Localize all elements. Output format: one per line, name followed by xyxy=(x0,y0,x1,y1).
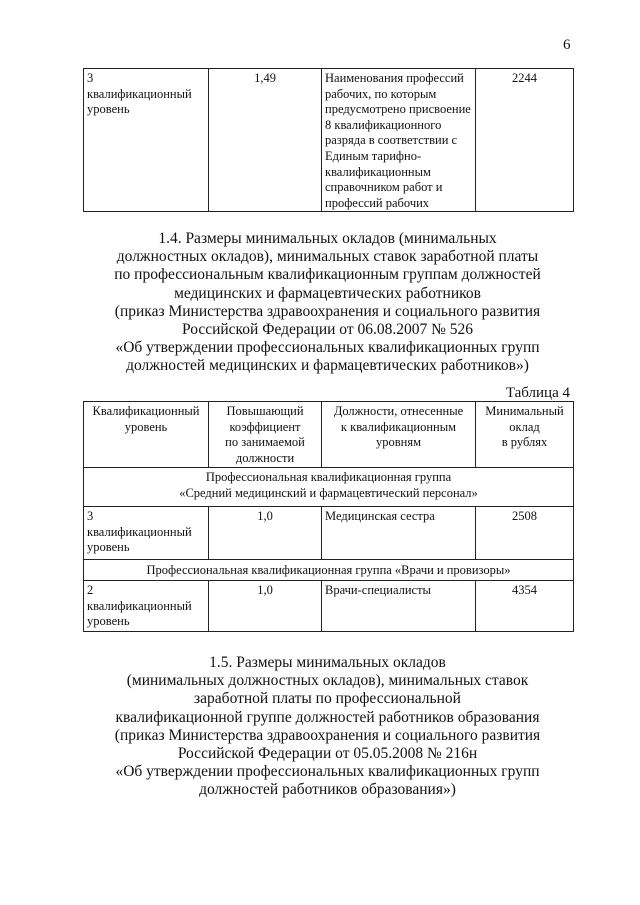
cell-line: Единым тарифно- xyxy=(325,148,422,163)
salary-cell: 4354 xyxy=(476,581,574,632)
heading-line: 1.4. Размеры минимальных окладов (минимальных xyxy=(158,230,497,247)
cell-line: квалификационный xyxy=(87,86,192,101)
heading-line: медицинских и фармацевтических работников xyxy=(174,284,481,302)
salary-cell: 2508 xyxy=(476,507,574,560)
section-heading-1-5 xyxy=(80,654,575,800)
group-title: Профессиональная квалификационная группа «Врачи и провизоры» xyxy=(84,560,574,581)
table-caption: Таблица 4 xyxy=(505,385,570,401)
header-line: Квалификационный xyxy=(92,404,200,418)
table-4 xyxy=(83,401,574,632)
table-row xyxy=(84,69,574,212)
table-row xyxy=(84,581,574,632)
description-cell xyxy=(322,69,476,212)
page-number: 6 xyxy=(563,37,571,53)
salary-cell: 2244 xyxy=(476,69,574,212)
salary-table-continued xyxy=(83,68,574,212)
table-row xyxy=(84,507,574,560)
group-row xyxy=(84,560,574,581)
group-line: Профессиональная квалификационная группа xyxy=(205,470,452,484)
heading-line: «Об утверждении профессиональных квалификационных групп xyxy=(115,339,540,357)
cell-line: профессий рабочих xyxy=(325,195,430,210)
header-line: уровням xyxy=(375,435,421,450)
header-line: коэффициент xyxy=(229,419,301,434)
coefficient-cell: 1,49 xyxy=(209,69,322,212)
heading-line: Российской Федерации от 06.08.2007 № 526 xyxy=(181,321,474,339)
cell-line: разряда в соответствии с xyxy=(325,133,458,148)
header-line: к квалификационным xyxy=(340,419,457,434)
qualification-level-cell xyxy=(84,69,209,212)
heading-line: 1.5. Размеры минимальных окладов xyxy=(209,654,446,671)
heading-line: (приказ Министерства здравоохранения и социального развития xyxy=(114,302,541,320)
heading-line: по профессиональным квалификационным группам должностей xyxy=(114,266,541,284)
heading-line: должностных окладов), минимальных ставок заработной платы xyxy=(116,248,539,266)
heading-line: должностей медицинских и фармацевтических работников») xyxy=(126,357,529,375)
column-header xyxy=(209,402,322,468)
section-heading-1-4 xyxy=(80,230,575,376)
header-line: оклад xyxy=(509,419,540,434)
heading-line: должностей работников образования») xyxy=(199,781,456,799)
group-title xyxy=(84,468,574,507)
heading-line: (минимальных должностных окладов), минимальных ставок xyxy=(126,672,529,690)
cell-line: 3 xyxy=(87,71,94,85)
cell-line: 8 квалификационного xyxy=(325,117,442,132)
cell-line: 3 xyxy=(87,509,94,523)
position-cell: Медицинская сестра xyxy=(322,507,476,560)
cell-line: уровень xyxy=(87,540,130,555)
cell-line: Наименования профессий xyxy=(325,71,464,85)
qualification-level-cell xyxy=(84,581,209,632)
coefficient-cell: 1,0 xyxy=(209,507,322,560)
table-header-row xyxy=(84,402,574,468)
group-row xyxy=(84,468,574,507)
column-header xyxy=(476,402,574,468)
group-line: «Средний медицинский и фармацевтический персонал» xyxy=(179,485,478,500)
heading-line: Российской Федерации от 05.05.2008 № 216н xyxy=(177,745,478,763)
cell-line: уровень xyxy=(87,614,130,629)
position-cell: Врачи-специалисты xyxy=(322,581,476,632)
cell-line: справочником работ и xyxy=(325,180,443,195)
heading-line: «Об утверждении профессиональных квалификационных групп xyxy=(115,763,540,781)
cell-line: квалификационным xyxy=(325,164,431,179)
header-line: Должности, отнесенные xyxy=(333,404,464,418)
cell-line: уровень xyxy=(87,102,130,117)
header-line: по занимаемой xyxy=(225,435,305,450)
header-line: уровень xyxy=(124,419,168,434)
cell-line: квалификационный xyxy=(87,524,192,539)
cell-line: 2 xyxy=(87,583,94,597)
heading-line: (приказ Министерства здравоохранения и социального развития xyxy=(114,726,541,744)
cell-line: рабочих, по которым xyxy=(325,86,437,101)
qualification-level-cell xyxy=(84,507,209,560)
heading-line: заработной платы по профессиональной xyxy=(194,690,461,708)
cell-line: предусмотрено присвоение xyxy=(325,102,471,117)
column-header xyxy=(84,402,209,468)
header-line: в рублях xyxy=(501,435,548,450)
heading-line: квалификационной группе должностей работников образования xyxy=(115,708,540,726)
header-line: Минимальный xyxy=(485,404,564,418)
header-line: Повышающий xyxy=(226,404,304,418)
header-line: должности xyxy=(235,450,295,465)
cell-line: квалификационный xyxy=(87,598,192,613)
coefficient-cell: 1,0 xyxy=(209,581,322,632)
column-header xyxy=(322,402,476,468)
